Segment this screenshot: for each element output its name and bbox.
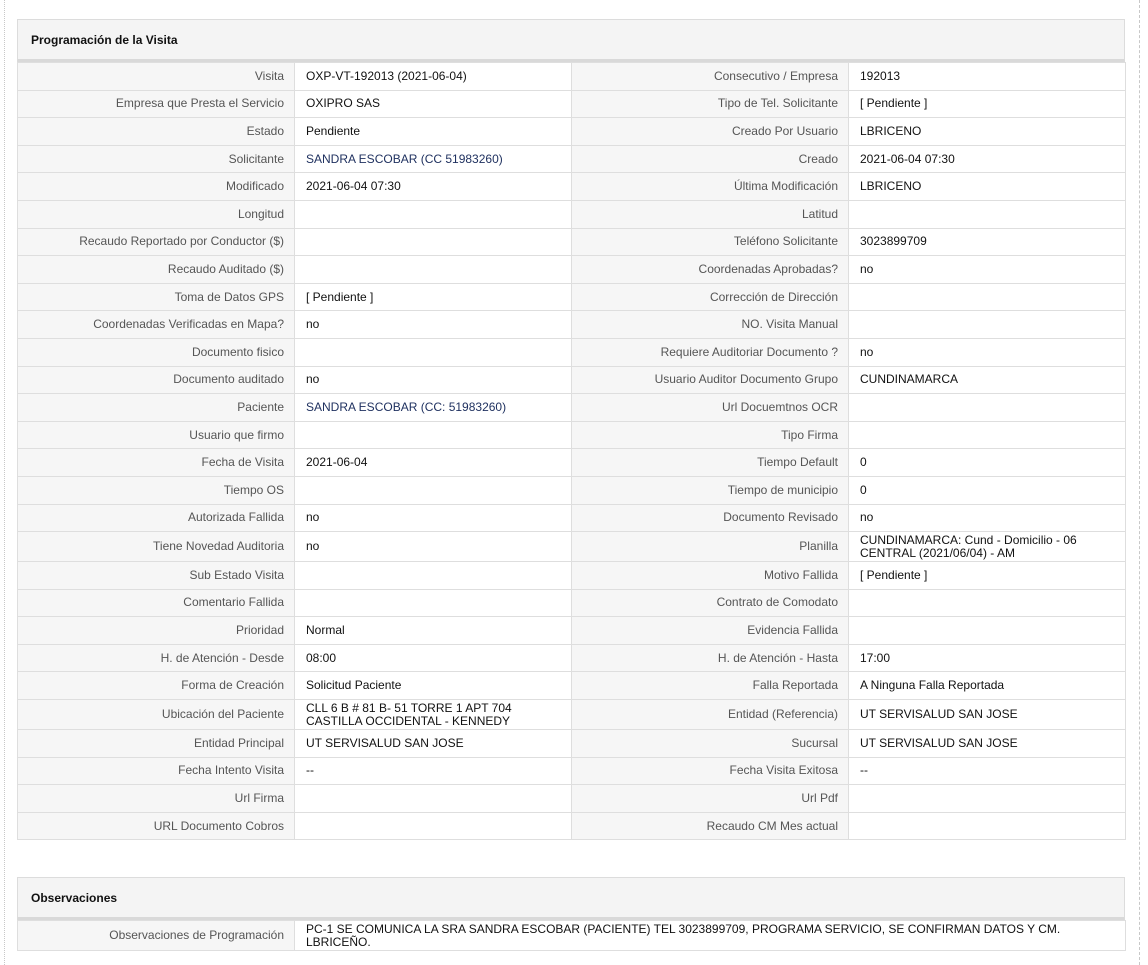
field-label: Última Modificación [572,173,849,201]
field-value: CLL 6 B # 81 B- 51 TORRE 1 APT 704 CASTILLA OCCIDENTAL - KENNEDY [295,700,572,730]
field-label: Tiempo OS [18,476,295,504]
field-value [295,589,572,617]
observaciones-title: Observaciones [17,877,1125,920]
field-label: Fecha Intento Visita [18,757,295,785]
field-label: Evidencia Fallida [572,617,849,645]
field-label: Contrato de Comodato [572,589,849,617]
field-label: URL Documento Cobros [18,812,295,840]
field-value: 2021-06-04 [295,449,572,477]
field-value [295,476,572,504]
field-value: CUNDINAMARCA: Cund - Domicilio - 06 CENTRAL (2021/06/04) - AM [849,532,1126,562]
table-row [18,63,1126,91]
field-value: UT SERVISALUD SAN JOSE [849,730,1126,758]
field-value: -- [295,757,572,785]
field-value [849,394,1126,422]
table-row [18,394,1126,422]
field-value [849,785,1126,813]
table-row [18,757,1126,785]
field-value: 2021-06-04 07:30 [849,145,1126,173]
field-label: Documento Revisado [572,504,849,532]
table-row [18,228,1126,256]
field-label: Consecutivo / Empresa [572,63,849,91]
field-value: SANDRA ESCOBAR (CC 51983260) [295,145,572,173]
field-value [849,311,1126,339]
field-value: PC-1 SE COMUNICA LA SRA SANDRA ESCOBAR (PACIENTE) TEL 3023899709, PROGRAMA SERVICIO, SE CONFIRMAN DATOS Y CM. LBRICEÑO. [295,921,1126,951]
field-value: 3023899709 [849,228,1126,256]
field-value [295,812,572,840]
field-value [295,200,572,228]
field-value [295,562,572,590]
table-row [18,283,1126,311]
observaciones-table [17,920,1126,951]
field-value: UT SERVISALUD SAN JOSE [295,730,572,758]
field-value: 08:00 [295,644,572,672]
field-label: Forma de Creación [18,672,295,700]
table-row [18,644,1126,672]
field-label: Recaudo Auditado ($) [18,256,295,284]
table-row [18,366,1126,394]
field-label: Url Docuemtnos OCR [572,394,849,422]
field-label: Planilla [572,532,849,562]
table-row [18,562,1126,590]
field-label: Coordenadas Verificadas en Mapa? [18,311,295,339]
field-label: H. de Atención - Hasta [572,644,849,672]
table-row [18,338,1126,366]
field-value: 192013 [849,63,1126,91]
field-value [849,200,1126,228]
table-row [18,589,1126,617]
field-value: OXP-VT-192013 (2021-06-04) [295,63,572,91]
field-label: Motivo Fallida [572,562,849,590]
table-row [18,256,1126,284]
table-row [18,476,1126,504]
field-value: SANDRA ESCOBAR (CC: 51983260) [295,394,572,422]
field-value [295,256,572,284]
field-label: Entidad (Referencia) [572,700,849,730]
field-label: Comentario Fallida [18,589,295,617]
field-value: -- [849,757,1126,785]
field-label: Documento auditado [18,366,295,394]
field-label: Tiene Novedad Auditoria [18,532,295,562]
field-value: [ Pendiente ] [849,562,1126,590]
field-label: Sucursal [572,730,849,758]
table-row [18,730,1126,758]
field-value [849,617,1126,645]
field-label: Tiempo Default [572,449,849,477]
table-row [18,311,1126,339]
field-label: H. de Atención - Desde [18,644,295,672]
field-label: Teléfono Solicitante [572,228,849,256]
field-value: LBRICENO [849,118,1126,146]
field-label: Prioridad [18,617,295,645]
field-value: A Ninguna Falla Reportada [849,672,1126,700]
field-label: Visita [18,63,295,91]
field-value: CUNDINAMARCA [849,366,1126,394]
table-row [18,700,1126,730]
field-value: UT SERVISALUD SAN JOSE [849,700,1126,730]
table-row [18,421,1126,449]
field-label: Observaciones de Programación [18,921,295,951]
field-value: OXIPRO SAS [295,90,572,118]
field-label: Recaudo CM Mes actual [572,812,849,840]
field-value: LBRICENO [849,173,1126,201]
programacion-title: Programación de la Visita [17,19,1125,62]
field-value: Solicitud Paciente [295,672,572,700]
field-label: Documento fisico [18,338,295,366]
field-label: Toma de Datos GPS [18,283,295,311]
field-label: Url Pdf [572,785,849,813]
field-value: no [295,366,572,394]
field-value: 0 [849,449,1126,477]
table-row [18,532,1126,562]
field-value: no [849,256,1126,284]
field-label: Empresa que Presta el Servicio [18,90,295,118]
field-label: Sub Estado Visita [18,562,295,590]
programacion-table [17,62,1126,840]
field-value [295,338,572,366]
field-label: Corrección de Dirección [572,283,849,311]
table-row [18,90,1126,118]
field-label: Fecha de Visita [18,449,295,477]
field-value: no [295,311,572,339]
observaciones-panel [17,877,1125,951]
field-label: Tiempo de municipio [572,476,849,504]
field-label: Recaudo Reportado por Conductor ($) [18,228,295,256]
field-value: [ Pendiente ] [849,90,1126,118]
field-value [849,589,1126,617]
field-label: Creado [572,145,849,173]
field-label: Url Firma [18,785,295,813]
field-value: 17:00 [849,644,1126,672]
field-value: no [295,504,572,532]
table-row [18,672,1126,700]
table-row [18,173,1126,201]
table-row [18,200,1126,228]
field-label: Falla Reportada [572,672,849,700]
table-row [18,921,1126,951]
field-value: no [849,504,1126,532]
field-label: Coordenadas Aprobadas? [572,256,849,284]
table-row [18,504,1126,532]
field-label: Estado [18,118,295,146]
field-label: Solicitante [18,145,295,173]
table-row [18,118,1126,146]
field-value [295,421,572,449]
field-value [849,812,1126,840]
field-label: Ubicación del Paciente [18,700,295,730]
table-row [18,449,1126,477]
field-value [849,421,1126,449]
field-label: Usuario que firmo [18,421,295,449]
field-label: Autorizada Fallida [18,504,295,532]
field-label: Fecha Visita Exitosa [572,757,849,785]
field-value: no [295,532,572,562]
table-row [18,785,1126,813]
table-row [18,812,1126,840]
table-row [18,617,1126,645]
field-value [295,228,572,256]
field-label: Tipo de Tel. Solicitante [572,90,849,118]
field-label: Modificado [18,173,295,201]
field-label: Longitud [18,200,295,228]
field-label: Latitud [572,200,849,228]
field-label: NO. Visita Manual [572,311,849,339]
field-value: [ Pendiente ] [295,283,572,311]
field-label: Creado Por Usuario [572,118,849,146]
programacion-panel [17,19,1125,840]
field-value: no [849,338,1126,366]
table-row [18,145,1126,173]
field-value [849,283,1126,311]
field-label: Entidad Principal [18,730,295,758]
field-label: Tipo Firma [572,421,849,449]
field-value: Pendiente [295,118,572,146]
field-value [295,785,572,813]
field-value: 2021-06-04 07:30 [295,173,572,201]
field-label: Paciente [18,394,295,422]
field-label: Usuario Auditor Documento Grupo [572,366,849,394]
field-value: 0 [849,476,1126,504]
field-label: Requiere Auditoriar Documento ? [572,338,849,366]
field-value: Normal [295,617,572,645]
